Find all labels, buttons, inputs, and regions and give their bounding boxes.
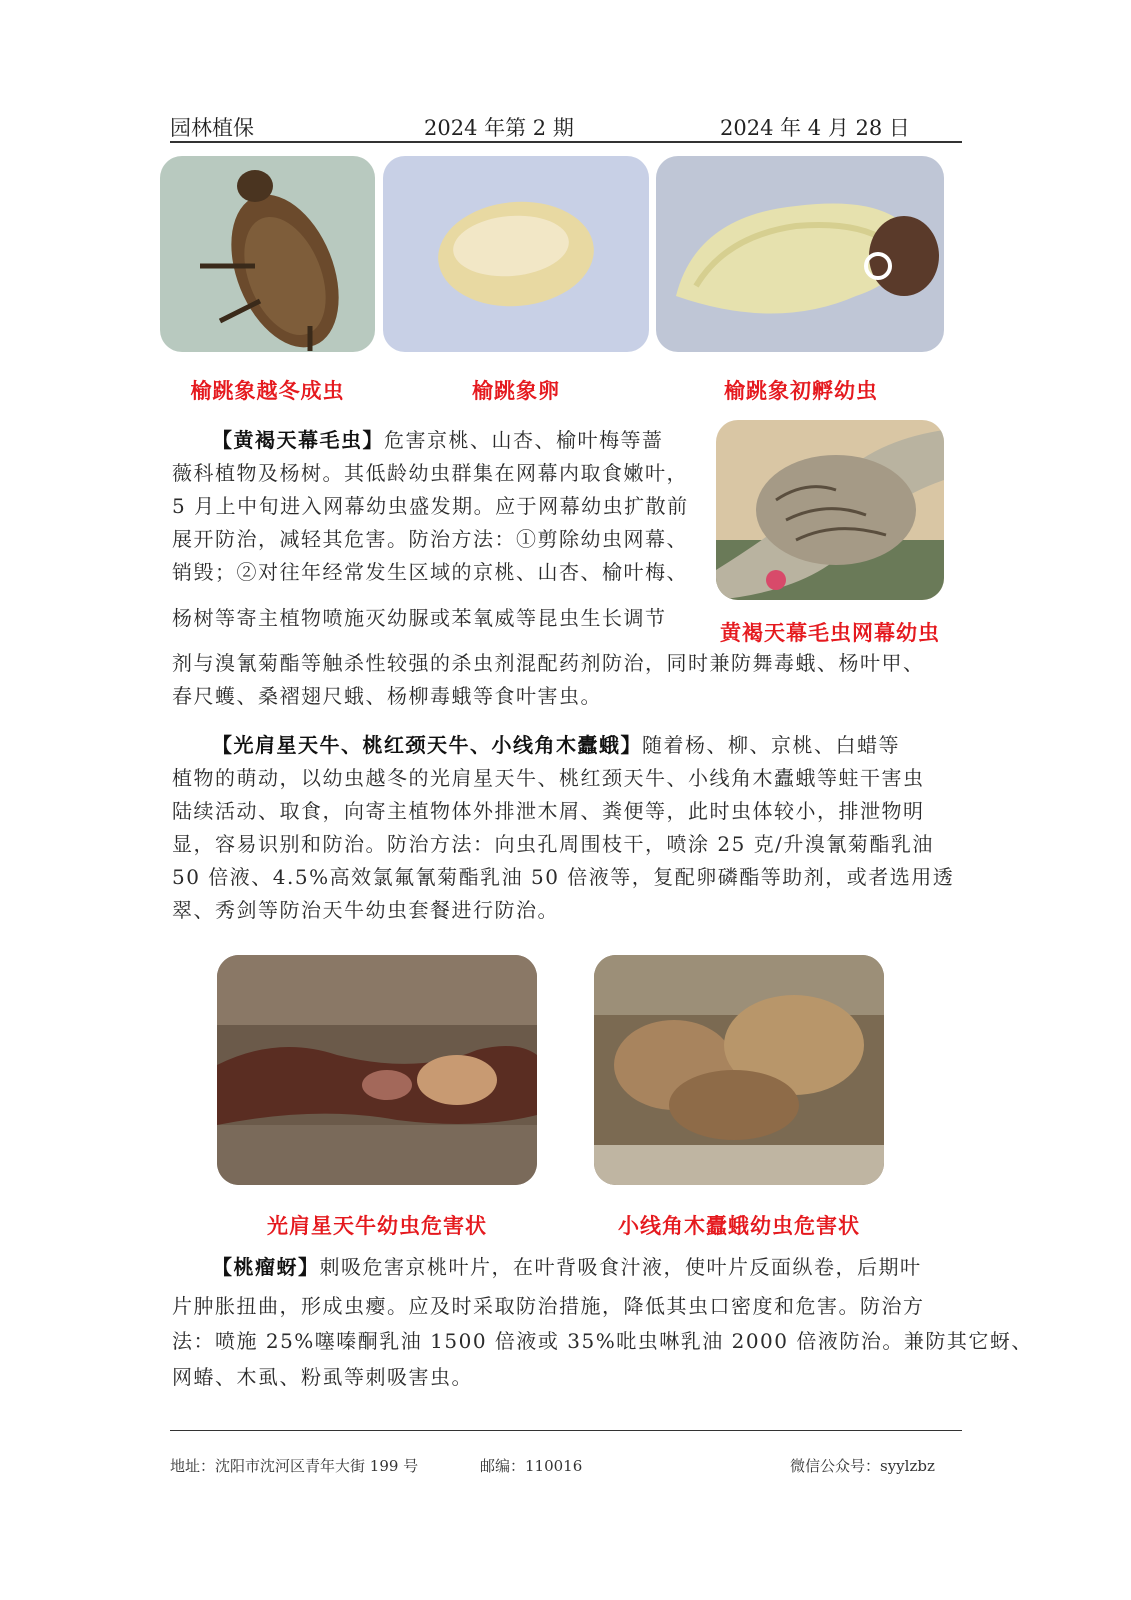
issue-number: 2024 年第 2 期 — [424, 116, 574, 140]
beetle-photo — [160, 156, 375, 352]
frass-damage-photo — [594, 955, 884, 1185]
footer-postcode: 邮编：110016 — [480, 1457, 583, 1475]
tent-caterpillar-photo — [716, 420, 944, 600]
header-rule — [170, 141, 962, 143]
paragraph-line: 50 倍液、4.5%高效氯氟氰菊酯乳油 50 倍液等，复配卵磷酯等助剂，或者选用透 — [172, 865, 955, 889]
paragraph-line: 【桃瘤蚜】刺吸危害京桃叶片，在叶背吸食汁液，使叶片反面纵卷，后期叶 — [212, 1255, 922, 1279]
paragraph-line: 植物的萌动，以幼虫越冬的光肩星天牛、桃红颈天牛、小线角木蠹蛾等蛀干害虫 — [172, 766, 925, 790]
figure-caption: 小线角木蠹蛾幼虫危害状 — [618, 1213, 860, 1238]
paragraph-line: 翠、秀剑等防治天牛幼虫套餐进行防治。 — [172, 898, 559, 922]
paragraph-line: 春尺蠖、桑褶翅尺蛾、杨柳毒蛾等食叶害虫。 — [172, 684, 602, 708]
paragraph-line: 展开防治，减轻其危害。防治方法：①剪除幼虫网幕、 — [172, 527, 688, 551]
footer-wechat: 微信公众号：syylzbz — [790, 1457, 935, 1475]
figure-caption: 榆跳象卵 — [472, 378, 560, 403]
figure-caption: 黄褐天幕毛虫网幕幼虫 — [720, 620, 940, 645]
paragraph-line: 陆续活动、取食，向寄主植物体外排泄木屑、粪便等，此时虫体较小，排泄物明 — [172, 799, 925, 823]
paragraph-line: 【黄褐天幕毛虫】危害京桃、山杏、榆叶梅等蔷 — [212, 428, 664, 452]
section-title: 【桃瘤蚜】 — [212, 1255, 320, 1279]
section-title: 【黄褐天幕毛虫】 — [212, 428, 384, 452]
paragraph-line: 5 月上中旬进入网幕幼虫盛发期。应于网幕幼虫扩散前 — [172, 494, 689, 518]
figure-caption: 光肩星天牛幼虫危害状 — [267, 1213, 487, 1238]
paragraph-line: 剂与溴氰菊酯等触杀性较强的杀虫剂混配药剂防治，同时兼防舞毒蛾、杨叶甲、 — [172, 651, 925, 675]
issue-date: 2024 年 4 月 28 日 — [720, 116, 910, 140]
paragraph-line: 薇科植物及杨树。其低龄幼虫群集在网幕内取食嫩叶， — [172, 461, 688, 485]
paragraph-line: 法：喷施 25%噻嗪酮乳油 1500 倍液或 35%吡虫啉乳油 2000 倍液防治。兼防其它蚜、 — [172, 1329, 1033, 1353]
larva-photo — [656, 156, 944, 352]
journal-name: 园林植保 — [170, 116, 254, 140]
section-title: 【光肩星天牛、桃红颈天牛、小线角木蠹蛾】 — [212, 733, 642, 757]
paragraph-line: 片肿胀扭曲，形成虫瘿。应及时采取防治措施，降低其虫口密度和危害。防治方 — [172, 1294, 925, 1318]
figure-caption: 榆跳象初孵幼虫 — [724, 378, 878, 403]
bark-damage-photo — [217, 955, 537, 1185]
footer-address: 地址：沈阳市沈河区青年大街 199 号 — [170, 1457, 419, 1475]
footer-rule — [170, 1430, 962, 1431]
paragraph-line: 杨树等寄主植物喷施灭幼脲或苯氧威等昆虫生长调节 — [172, 606, 667, 630]
paragraph-line: 网蝽、木虱、粉虱等刺吸害虫。 — [172, 1365, 473, 1389]
paragraph-line: 【光肩星天牛、桃红颈天牛、小线角木蠹蛾】随着杨、柳、京桃、白蜡等 — [212, 733, 900, 757]
figure-caption: 榆跳象越冬成虫 — [190, 378, 345, 403]
paragraph-line: 显，容易识别和防治。防治方法：向虫孔周围枝干，喷涂 25 克/升溴氰菊酯乳油 — [172, 832, 934, 856]
paragraph-line: 销毁；②对往年经常发生区域的京桃、山杏、榆叶梅、 — [172, 560, 688, 584]
egg-photo — [383, 156, 649, 352]
